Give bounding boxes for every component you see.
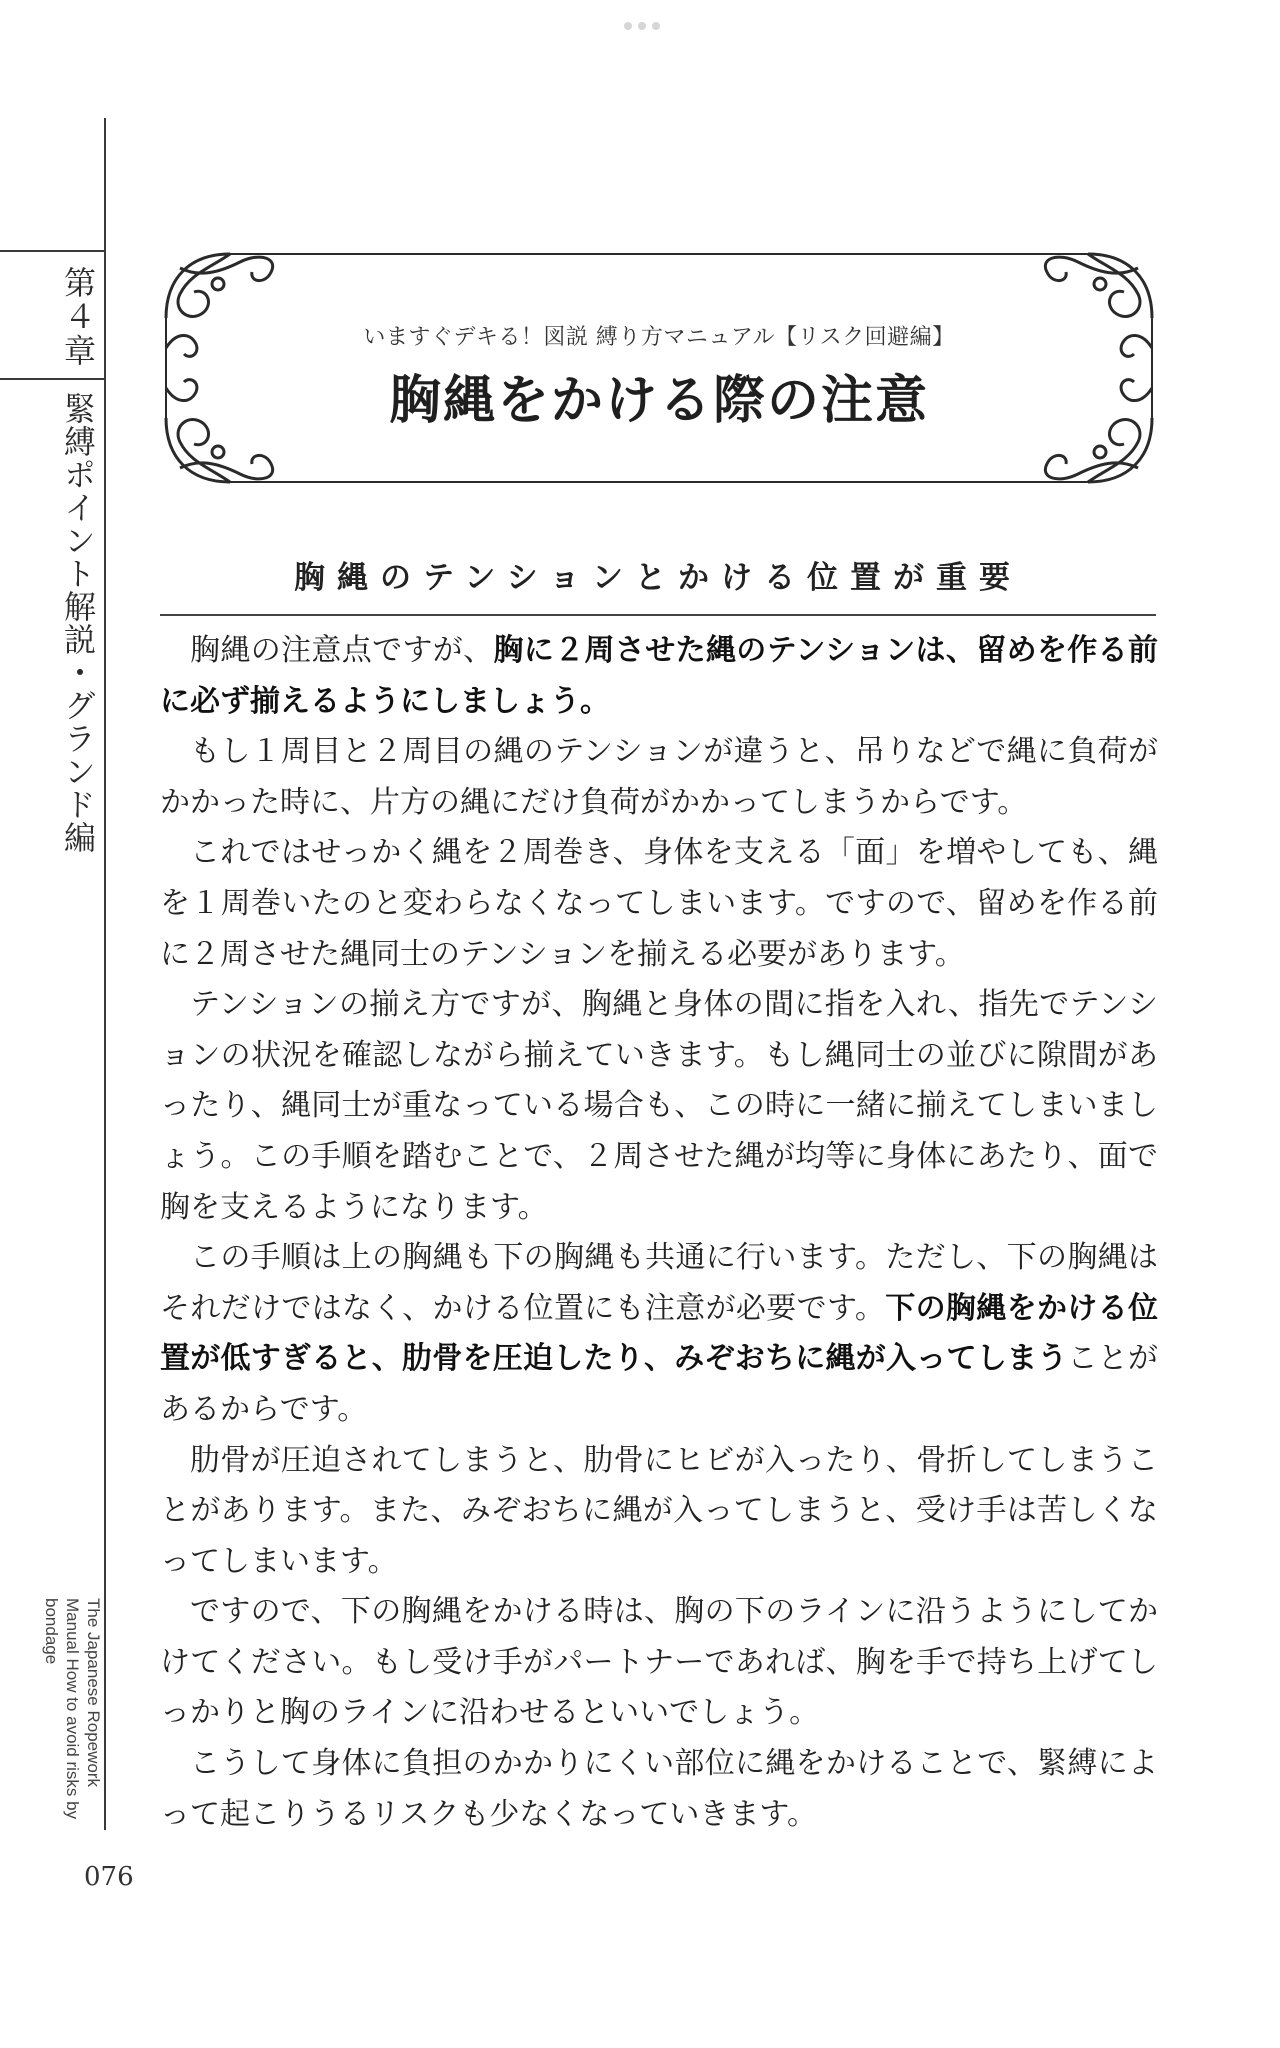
page-title: 胸縄をかける際の注意 — [388, 371, 929, 431]
text-run: ですので、下の胸縄をかける時は、胸の下のラインに沿うようにしてかけてください。もし受け手がパートナーであれば、胸を手で持ち上げてしっかりと胸のラインに沿わせるといいでしょう。 — [160, 1594, 1158, 1731]
paragraph — [160, 1739, 1158, 1840]
dot-icon — [638, 22, 646, 30]
body-text — [160, 626, 1158, 1840]
margin-rule — [104, 118, 106, 1830]
page-number: 076 — [84, 1862, 134, 1892]
text-run: ことがあるからです。 — [160, 1341, 1158, 1427]
book-title-en: The Japanese Ropework Manual How to avoid risks by bondage — [42, 1598, 103, 1820]
text-run: もし１周目と２周目の縄のテンションが違うと、吊りなどで縄に負荷がかかった時に、片方の縄にだけ負荷がかかってしまうからです。 — [160, 734, 1158, 820]
dot-icon — [652, 22, 660, 30]
chapter-title: 緊縛ポイント解説・グランド編 — [59, 392, 97, 854]
text-run: 胸縄の注意点ですが、 — [190, 633, 494, 668]
header-subtitle: いますぐデキる！図説 縛り方マニュアル【リスク回避編】 — [363, 325, 955, 350]
ornate-title-frame — [160, 248, 1158, 488]
chapter-label: 第４章 — [59, 266, 97, 368]
text-run: 肋骨が圧迫されてしまうと、肋骨にヒビが入ったり、骨折してしまうことがあります。また、みぞおちに縄が入ってしまうと、受け手は苦しくなってしまいます。 — [160, 1442, 1158, 1579]
emphasis-text: 下の胸縄をかける位置が低すぎると、肋骨を圧迫したり、みぞおちに縄が入ってしまう — [160, 1290, 1158, 1377]
text-run: これではせっかく縄を２周巻き、身体を支える「面」を増やしても、縄を１周巻いたのと変わらなくなってしまいます。ですので、留めを作る前に２周させた縄同士のテンションを揃える必要があります。 — [160, 835, 1158, 972]
chapter-box-bottom-rule — [0, 378, 106, 380]
paragraph — [160, 980, 1158, 1233]
section-divider — [160, 614, 1156, 616]
paragraph — [160, 1587, 1158, 1739]
text-run: この手順は上の胸縄も下の胸縄も共通に行います。ただし、下の胸縄はそれだけではなく、かける位置にも注意が必要です。 — [160, 1240, 1158, 1326]
chapter-box-top-rule — [0, 250, 106, 252]
paragraph — [160, 828, 1158, 980]
paragraph — [160, 727, 1158, 828]
text-run: こうして身体に負担のかかりにくい部位に縄をかけることで、緊縛によって起こりうるリスクも少なくなっていきます。 — [160, 1746, 1158, 1832]
section-heading: 胸縄のテンションとかける位置が重要 — [293, 560, 1023, 596]
paragraph — [160, 626, 1158, 727]
text-run: テンションの揃え方ですが、胸縄と身体の間に指を入れ、指先でテンションの状況を確認しながら揃えていきます。もし縄同士の並びに隙間があったり、縄同士が重なっている場合も、この時に一緒に揃えてしまいましょう。この手順を踏むことで、２周させた縄が均等に身体にあたり、面で胸を支えるようになります。 — [160, 987, 1158, 1225]
emphasis-text: 胸に２周させた縄のテンションは、留めを作る前に必ず揃えるようにしましょう。 — [160, 633, 1158, 719]
dot-icon — [624, 22, 632, 30]
paragraph — [160, 1436, 1158, 1588]
paragraph — [160, 1233, 1158, 1435]
page-menu-dots[interactable] — [620, 16, 664, 36]
